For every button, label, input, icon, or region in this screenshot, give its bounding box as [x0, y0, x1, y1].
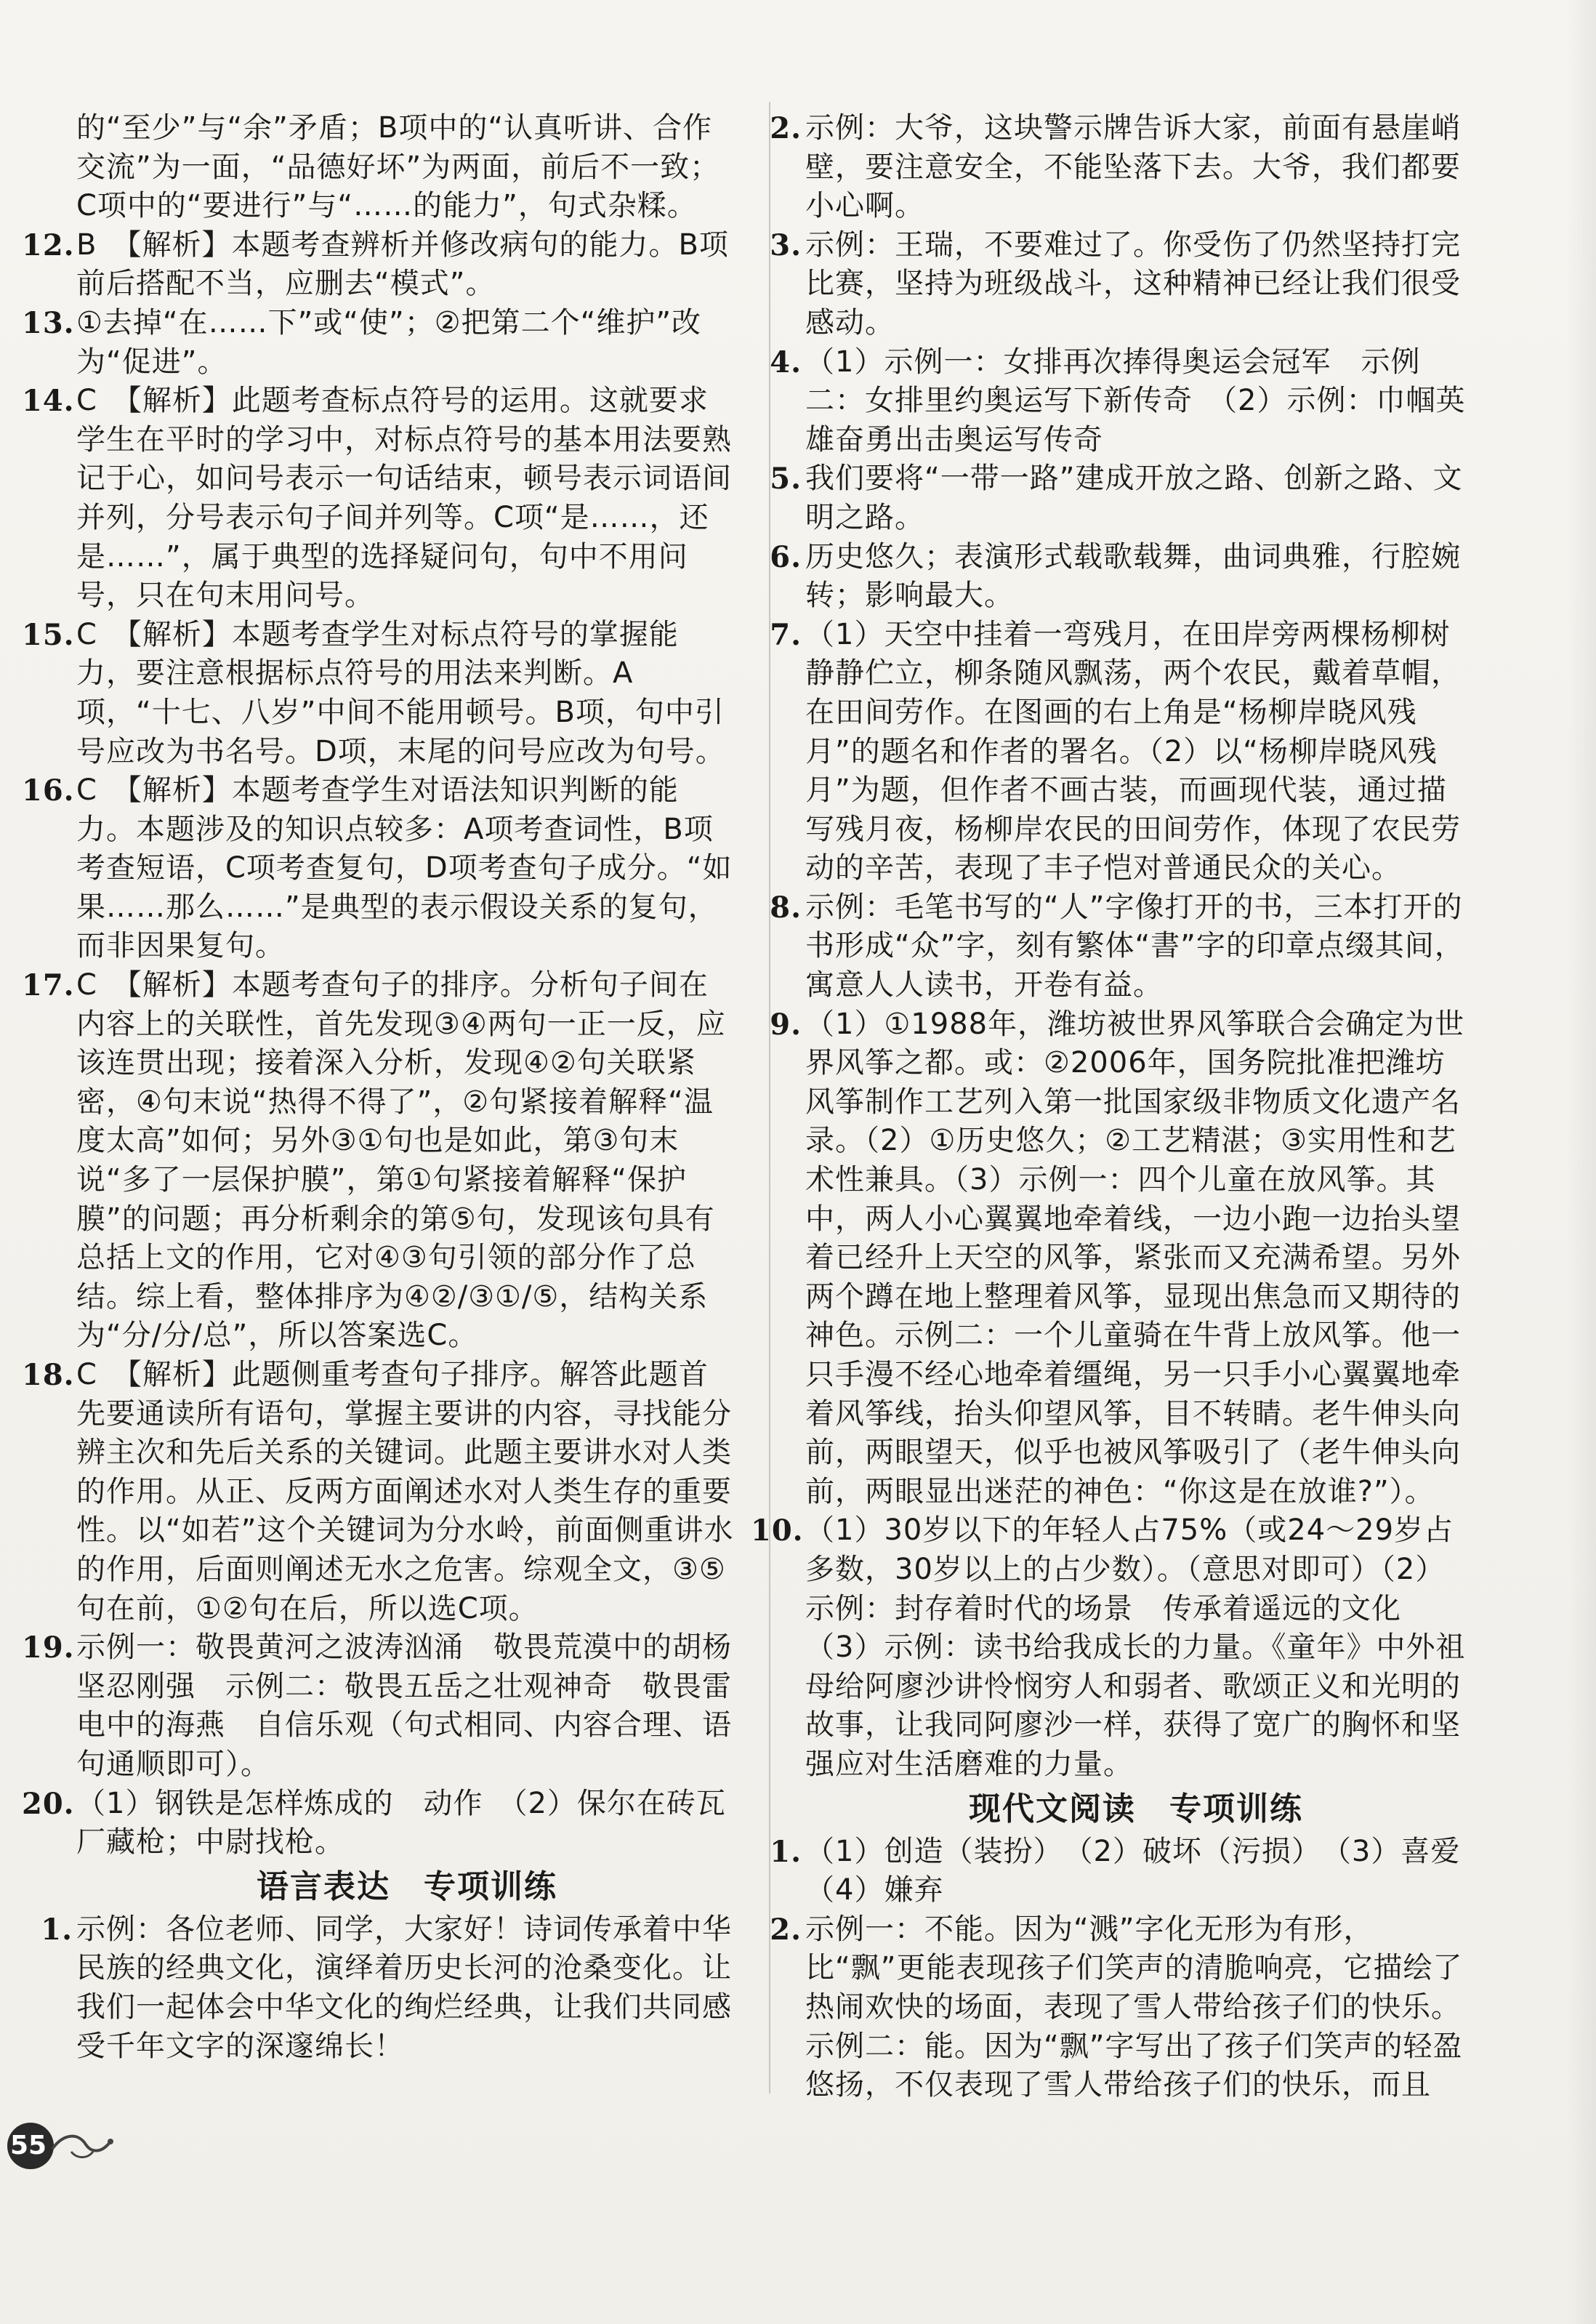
answer-number: 17. — [22, 968, 75, 1003]
answer-text: 的“至少”与“余”矛盾；B项中的“认真听讲、合作交流”为一面，“品德好坏”为两面，前后不一致；C项中的“要进行”与“……的能力”，句式杂糅。 — [76, 111, 720, 223]
answer-number: 9. — [770, 1007, 802, 1042]
left-answer-list — [22, 109, 762, 1862]
answer-text: （1）创造（装扮） （2）破坏（污损） （3）喜爱 （4）嫌弃 — [805, 1834, 1491, 1907]
answer-item-left-3 — [22, 382, 738, 616]
answer-item-right-3 — [770, 459, 1467, 537]
answer-item-right-after-0 — [770, 1833, 1491, 1910]
left-column — [22, 109, 762, 2066]
page-edge-shadow — [1567, 0, 1596, 2324]
section-title-language-expression: 语言表达 专项训练 — [257, 1867, 557, 1905]
answer-number: 2. — [770, 1912, 802, 1947]
answer-text: （1）钢铁是怎样炼成的 动作 （2）保尔在砖瓦厂藏枪；中尉找枪。 — [76, 1786, 726, 1859]
answer-item-right-2 — [770, 343, 1467, 460]
page-number: 55 — [10, 2131, 47, 2160]
answer-number: 16. — [22, 773, 75, 808]
answer-text: 我们要将“一带一路”建成开放之路、创新之路、文明之路。 — [805, 462, 1463, 534]
answer-number: 7. — [770, 617, 802, 652]
answer-number: 1. — [41, 1912, 73, 1947]
answer-item-right-5 — [770, 616, 1467, 888]
answer-item-right-6 — [770, 888, 1467, 1005]
answer-number: 14. — [22, 384, 75, 419]
answer-number: 2. — [770, 111, 802, 145]
answer-item-right-1 — [770, 226, 1467, 343]
answer-number: 12. — [22, 228, 75, 262]
right-answer-list — [751, 109, 1467, 1785]
answer-text: 示例：各位老师、同学，大家好！诗词传承着中华民族的经典文化，演绎着历史长河的沧桑变化。让我们一起体会中华文化的绚烂经典，让我们共同感受千年文字的深邃绵长！ — [76, 1912, 732, 2063]
answer-text: （1）①1988年，潍坊被世界风筝联合会确定为世界风筝之都。或：②2006年，国务院批准把潍坊风筝制作工艺列入第一批国家级非物质文化遗产名录。（2）①历史悠久；②工艺精湛；③实用性和艺术性兼具。（3）示例一：四个儿童在放风筝。其中，两人小心翼翼地牵着线，一边小跑一边抬头望着已经升上天空的风筝，紧张而又充满希望。另外两个蹲在地上整理着风筝，显现出焦急而又期待的神色。示例二：一个儿童骑在牛背上放风筝。他一只手漫不经心地牵着缰绳，另一只手小心翼翼地牵着风筝线，抬头仰望风筝，目不转睛。老牛伸头向前，两眼望天，似乎也被风筝吸引了（老牛伸头向前，两眼显出迷茫的神色：“你这是在放谁?”）。 — [805, 1007, 1465, 1508]
answer-number: 15. — [22, 617, 75, 652]
answer-number: 4. — [770, 345, 802, 379]
answer-item-left-8 — [22, 1628, 762, 1784]
answer-number: 6. — [770, 539, 802, 574]
answer-item-left-4 — [22, 616, 738, 771]
page-number-badge — [7, 2123, 124, 2174]
answer-item-right-4 — [770, 538, 1467, 616]
answer-item-right-after-1 — [770, 1910, 1467, 2105]
answer-item-left-7 — [22, 1356, 738, 1628]
answer-item-left-after-0 — [41, 1910, 738, 2066]
answer-number: 8. — [770, 890, 802, 925]
answer-number: 13. — [22, 305, 75, 340]
answer-text: （1）示例一：女排再次捧得奥运会冠军 示例二：女排里约奥运写下新传奇 （2）示例：巾帼英雄奋勇出击奥运写传奇 — [805, 345, 1466, 457]
left-after-list — [41, 1910, 738, 2066]
answer-item-right-7 — [770, 1005, 1467, 1512]
answer-text: 示例：大爷，这块警示牌告诉大家，前面有悬崖峭壁，要注意安全，不能坠落下去。大爷，我们都要小心啊。 — [805, 111, 1461, 223]
answer-item-right-0 — [770, 109, 1467, 226]
answer-item-right-8 — [751, 1511, 1467, 1784]
ornament-swirl-icon — [49, 2127, 115, 2163]
answer-item-left-0 — [76, 109, 738, 226]
answer-item-left-6 — [22, 966, 738, 1356]
column-divider — [769, 102, 770, 2094]
answer-text: 示例：王瑞，不要难过了。你受伤了仍然坚持打完比赛，坚持为班级战斗，这种精神已经让我们很受感动。 — [805, 228, 1461, 339]
answer-text: C 【解析】本题考查学生对语法知识判断的能力。本题涉及的知识点较多：A项考查词性，B项考查短语，C项考查复句，D项考查句子成分。“如果……那么……”是典型的表示假设关系的复句，而非因果复句。 — [76, 773, 733, 963]
section-title-modern-reading: 现代文阅读 专项训练 — [969, 1790, 1303, 1828]
answer-text: ①去掉“在……下”或“使”；②把第二个“维护”改为“促进”。 — [76, 305, 702, 379]
answer-item-left-2 — [22, 304, 738, 382]
answer-text: C 【解析】本题考查学生对标点符号的掌握能力，要注意根据标点符号的用法来判断。A项，“十七、八岁”中间不能用顿号。B项，句中引号应改为书名号。D项，末尾的问号应改为句号。 — [76, 617, 725, 768]
answer-text: （1）天空中挂着一弯残月，在田岸旁两棵杨柳树静静伫立，柳条随风飘荡，两个农民，戴着草帽，在田间劳作。在图画的右上角是“杨柳岸晓风残月”的题名和作者的署名。（2）以“杨柳岸晓风残月”为题，但作者不画古装，而画现代装，通过描写残月夜，杨柳岸农民的田间劳作，体现了农民劳动的辛苦，表现了丰子恺对普通民众的关心。 — [805, 617, 1461, 885]
answer-text: B 【解析】本题考查辨析并修改病句的能力。B项前后搭配不当，应删去“模式”。 — [76, 228, 729, 301]
answer-text: （1）30岁以下的年轻人占75%（或24～29岁占多数，30岁以上的占少数）。（意思对即可）（2）示例：封存着时代的场景 传承着遥远的文化 （3）示例：读书给我成长的力量。《童年》中外祖母给阿廖沙讲怜悯穷人和弱者、歌颂正义和光明的故事，让我同阿廖沙一样，获得了宽广的胸怀和坚强应对生活磨难的力量。 — [805, 1513, 1466, 1781]
right-after-list — [770, 1833, 1491, 2105]
answer-number: 3. — [770, 228, 802, 262]
answer-item-left-1 — [22, 226, 738, 304]
answer-number: 1. — [770, 1834, 802, 1869]
answer-number: 10. — [751, 1513, 804, 1548]
right-column — [751, 109, 1491, 2105]
answer-text: C 【解析】此题考查标点符号的运用。这就要求学生在平时的学习中，对标点符号的基本用法要熟记于心，如问号表示一句话结束，顿号表示词语间并列，分号表示句子间并列等。C项“是……，还是……”，属于典型的选择疑问句，句中不用问号，只在句末用问号。 — [76, 384, 732, 613]
answer-text: 示例一：敬畏黄河之波涛汹涌 敬畏荒漠中的胡杨 坚忍刚强 示例二：敬畏五岳之壮观神奇 敬畏雷电中的海燕 自信乐观（句式相同、内容合理、语句通顺即可）。 — [76, 1631, 762, 1781]
answer-text: 历史悠久；表演形式载歌载舞，曲词典雅，行腔婉转；影响最大。 — [805, 539, 1461, 613]
answer-number: 20. — [22, 1786, 75, 1821]
answer-text: C 【解析】此题侧重考查句子排序。解答此题首先要通读所有语句，掌握主要讲的内容，寻找能分辨主次和先后关系的关键词。此题主要讲水对人类的作用。从正、反两方面阐述水对人类生存的重要性。以“如若”这个关键词为分水岭，前面侧重讲水的作用，后面则阐述无水之危害。综观全文，③⑤句在前，①②句在后，所以选C项。 — [76, 1358, 734, 1625]
answer-number: 5. — [770, 462, 802, 496]
answer-text: 示例一：不能。因为“溅”字化无形为有形，比“飘”更能表现孩子们笑声的清脆响亮，它描绘了热闹欢快的场面，表现了雪人带给孩子们的快乐。示例二：能。因为“飘”字写出了孩子们笑声的轻盈悠扬，不仅表现了雪人带给孩子们的快乐，而且 — [805, 1912, 1463, 2102]
answer-item-left-5 — [22, 771, 738, 966]
answer-number: 18. — [22, 1358, 75, 1392]
answer-item-left-9 — [22, 1785, 738, 1862]
answer-text: 示例：毛笔书写的“人”字像打开的书，三本打开的书形成“众”字，刻有繁体“書”字的印章点缀其间，寓意人人读书，开卷有益。 — [805, 890, 1464, 1002]
answer-text: C 【解析】本题考查句子的排序。分析句子间在内容上的关联性，首先发现③④两句一正一反，应该连贯出现；接着深入分析，发现④②句关联紧密，④句末说“热得不得了”，②句紧接着解释“温度太高”如何；另外③①句也是如此，第③句末说“多了一层保护膜”，第①句紧接着解释“保护膜”的问题；再分析剩余的第⑤句，发现该句具有总括上文的作用，它对④③句引领的部分作了总结。综上看，整体排序为④②/③①/⑤，结构关系为“分/分/总”，所以答案选C。 — [76, 968, 726, 1353]
answer-number: 19. — [22, 1631, 75, 1665]
